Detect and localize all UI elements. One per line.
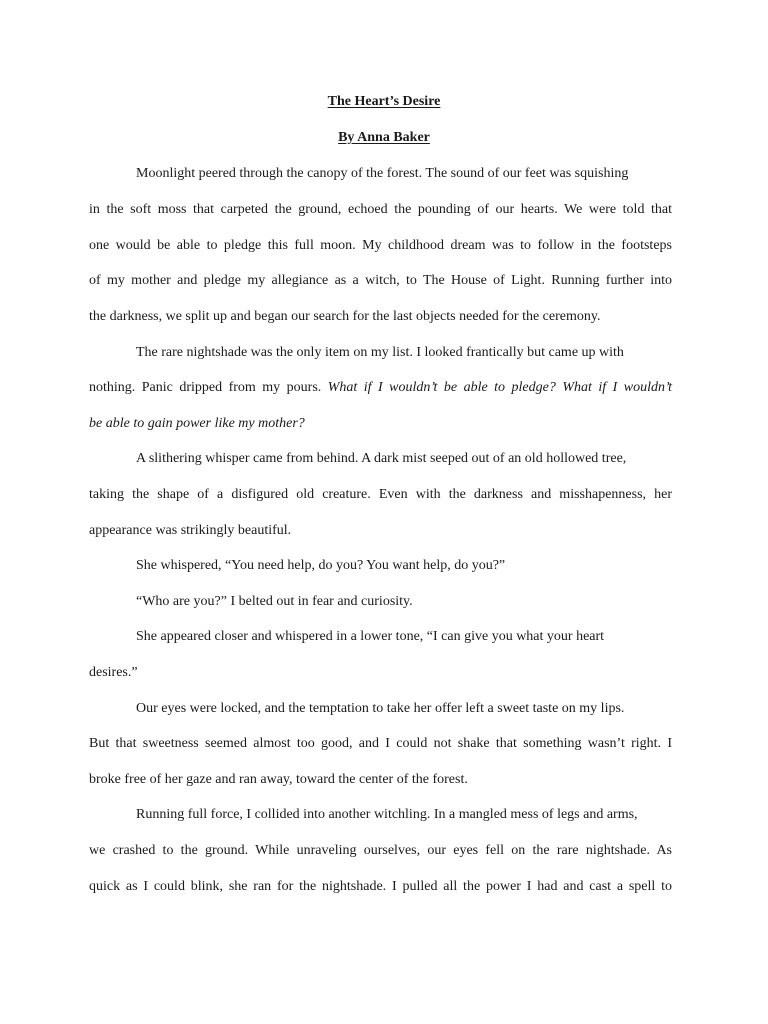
- story-author: By Anna Baker: [338, 130, 430, 145]
- body-line: The rare nightshade was the only item on my list. I looked frantically but came up with: [136, 345, 624, 360]
- body-line: She whispered, “You need help, do you? You want help, do you?”: [136, 558, 506, 573]
- body-line: taking the shape of a disfigured old creature. Even with the darkness and misshapenness, her: [89, 487, 672, 502]
- body-line: But that sweetness seemed almost too good, and I could not shake that something wasn’t right. I: [89, 736, 672, 751]
- body-line: in the soft moss that carpeted the ground, echoed the pounding of our hearts. We were told that: [89, 202, 672, 217]
- body-line: She appeared closer and whispered in a lower tone, “I can give you what your heart: [136, 629, 605, 644]
- body-line: A slithering whisper came from behind. A dark mist seeped out of an old hollowed tree,: [136, 451, 627, 466]
- story-title: The Heart’s Desire: [327, 94, 441, 109]
- body-line: of my mother and pledge my allegiance as a witch, to The House of Light. Running further into: [89, 273, 672, 288]
- body-line: the darkness, we split up and began our search for the last objects needed for the ceremony.: [89, 309, 601, 324]
- body-line: quick as I could blink, she ran for the nightshade. I pulled all the power I had and cast a spell to: [89, 879, 672, 894]
- body-line: broke free of her gaze and ran away, toward the center of the forest.: [89, 772, 468, 787]
- italic-thought: be able to gain power like my mother?: [89, 416, 305, 431]
- body-line: we crashed to the ground. While unraveling ourselves, our eyes fell on the rare nightshade. As: [89, 843, 672, 858]
- body-line: Moonlight peered through the canopy of the forest. The sound of our feet was squishing: [136, 166, 629, 181]
- body-line: appearance was strikingly beautiful.: [89, 523, 292, 538]
- italic-thought: What if I wouldn’t be able to pledge? What if I wouldn’t: [327, 380, 672, 395]
- body-line: desires.”: [89, 665, 138, 680]
- body-line: nothing. Panic dripped from my pours. What if I wouldn’t be able to pledge? What if I wouldn’t: [89, 380, 672, 395]
- body-line: [89, 416, 305, 432]
- body-line: one would be able to pledge this full moon. My childhood dream was to follow in the footsteps: [89, 238, 672, 253]
- body-line: “Who are you?” I belted out in fear and curiosity.: [136, 594, 413, 609]
- body-line: Our eyes were locked, and the temptation to take her offer left a sweet taste on my lips.: [136, 701, 625, 716]
- body-line: Running full force, I collided into another witchling. In a mangled mess of legs and arms,: [136, 807, 638, 822]
